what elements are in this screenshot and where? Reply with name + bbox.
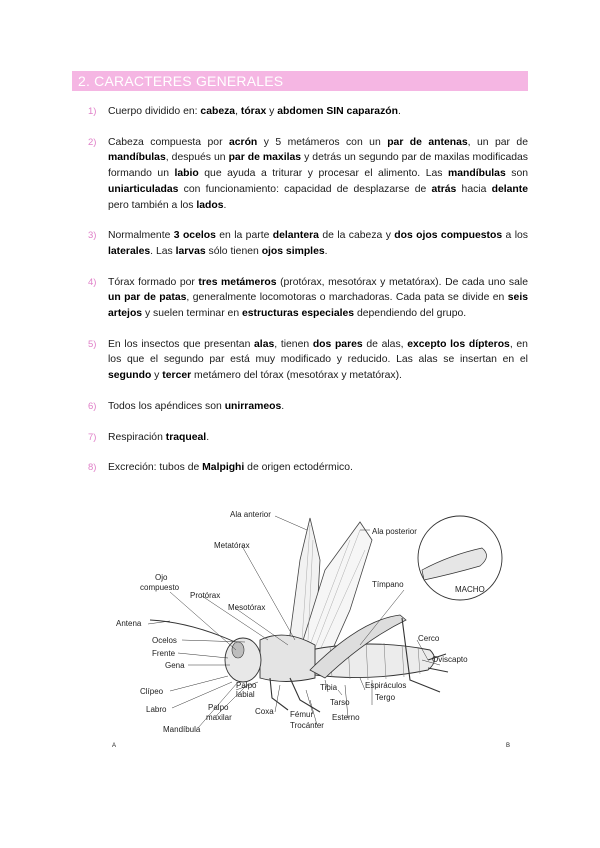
item-text <box>108 462 353 473</box>
text-run: Tórax formado por <box>108 276 199 288</box>
text-run: Excreción: tubos de <box>108 462 203 474</box>
label-ojo: Ojo <box>155 573 168 582</box>
bold-term: dos ojos compuestos <box>394 230 503 242</box>
list-item <box>88 104 528 120</box>
bold-term: acrón <box>228 136 258 148</box>
text-run: . <box>324 245 328 257</box>
text-run: , tienen <box>274 338 313 350</box>
label-espiraculos: Espiráculos <box>365 681 407 690</box>
label-tarso: Tarso <box>330 698 350 707</box>
label-compuesto: compuesto <box>140 583 180 592</box>
label-ala-posterior: Ala posterior <box>372 527 417 536</box>
item-text <box>108 137 528 211</box>
bold-term: delantera <box>272 230 319 242</box>
bold-term: unirrameos <box>224 400 282 412</box>
grasshopper-diagram <box>110 500 512 750</box>
text-run: , en los que el segundo par está muy modificado y reducido. Las alas se insertan en el <box>108 338 528 366</box>
label-palpo-maxilar-2: maxilar <box>206 713 232 722</box>
bold-term: alas <box>254 338 275 350</box>
text-run: son <box>505 168 529 180</box>
bold-term: abdomen SIN caparazón <box>277 106 398 117</box>
label-corner-a: A <box>112 743 117 749</box>
text-run: de la cabeza y <box>318 230 395 242</box>
text-run: . <box>281 400 285 412</box>
bold-term: segundo <box>108 370 152 382</box>
bold-term: tres metámeros <box>198 276 277 288</box>
label-gena: Gena <box>165 661 185 670</box>
grasshopper-anatomy-figure <box>110 500 512 750</box>
label-coxa: Coxa <box>255 707 274 716</box>
label-antena: Antena <box>116 619 142 628</box>
bold-term: dos pares <box>312 338 363 350</box>
bold-term: lados <box>196 199 224 211</box>
label-protorax: Protórax <box>190 591 221 600</box>
label-metatorax: Metatórax <box>214 541 250 550</box>
bold-term: 3 ocelos <box>173 230 216 242</box>
text-run: y <box>266 106 278 117</box>
item-text <box>108 401 284 412</box>
list-item <box>88 430 528 446</box>
bold-term: tórax <box>240 106 267 117</box>
text-run: Cuerpo dividido en: <box>108 106 201 117</box>
label-oviscapto: Oviscapto <box>432 655 468 664</box>
label-ala-anterior: Ala anterior <box>230 510 271 519</box>
text-run: Respiración <box>108 431 166 443</box>
bold-term: laterales <box>108 245 151 257</box>
bold-term: traqueal <box>165 431 207 443</box>
list-item <box>88 228 528 259</box>
text-run: . Las <box>150 245 176 257</box>
text-run: y 5 metámeros con un <box>257 136 388 148</box>
head <box>225 638 261 682</box>
bold-term: Malpighi <box>202 462 245 474</box>
label-palpo-labial-1: Palpo <box>236 681 257 690</box>
label-mesotorax: Mesotórax <box>228 603 266 612</box>
bold-term: cabeza <box>200 106 236 117</box>
bold-term: uniarticuladas <box>108 183 179 195</box>
text-run: . <box>223 199 227 211</box>
text-run: de origen ectodérmico. <box>244 462 353 474</box>
text-run: dependiendo del grupo. <box>354 308 467 320</box>
bold-term: par de maxilas <box>228 152 302 164</box>
item-number: 6) <box>88 400 97 412</box>
text-run: . <box>206 431 210 443</box>
bold-term: delante <box>491 183 528 195</box>
bold-term: mandíbulas <box>448 168 506 180</box>
text-run: sólo tienen <box>205 245 262 257</box>
bold-term: estructuras especiales <box>242 308 355 320</box>
label-tergo: Tergo <box>375 693 396 702</box>
list-item <box>88 275 528 322</box>
list-item <box>88 460 528 476</box>
text-run: y <box>151 370 163 382</box>
item-text <box>108 339 528 381</box>
bold-term: tercer <box>162 370 192 382</box>
thorax <box>260 635 315 681</box>
label-palpo-labial-2: labial <box>236 690 255 699</box>
bold-term: labio <box>174 168 199 180</box>
label-palpo-maxilar-1: Palpo <box>208 703 229 712</box>
label-clipeo: Clípeo <box>140 687 164 696</box>
label-timpano: Tímpano <box>372 580 404 589</box>
item-number: 3) <box>88 230 97 242</box>
label-ocelos: Ocelos <box>152 636 177 645</box>
item-text <box>108 277 528 319</box>
text-run: y suelen terminar en <box>142 308 242 320</box>
label-mandibula: Mandíbula <box>163 725 201 734</box>
text-run: Todos los apéndices son <box>108 400 225 412</box>
label-labro: Labro <box>146 705 167 714</box>
text-run: y detrás un segundo par de maxilas modificadas formando un <box>108 152 528 180</box>
label-trocanter: Trocánter <box>290 721 324 730</box>
text-run: , un par de <box>467 136 528 148</box>
item-text <box>108 230 528 257</box>
middle-leg <box>290 678 320 712</box>
label-cerco: Cerco <box>418 634 440 643</box>
list-item <box>88 135 528 214</box>
item-text <box>108 106 401 117</box>
text-run: , generalmente locomotoras o marchadoras. Cada pata se divide en <box>186 292 508 304</box>
label-frente: Frente <box>152 649 176 658</box>
text-run: en la parte <box>215 230 273 242</box>
list-item <box>88 337 528 384</box>
bold-term: larvas <box>175 245 206 257</box>
text-run: pero también a los <box>108 199 197 211</box>
section-title: 2. CARACTERES GENERALES <box>72 71 528 91</box>
bold-term: un par de patas <box>108 292 187 304</box>
item-number: 1) <box>88 106 97 117</box>
item-number: 5) <box>88 338 97 350</box>
text-run: metámero del tórax (mesotórax y metatórax). <box>191 370 402 382</box>
bold-term: ojos simples <box>261 245 325 257</box>
item-number: 7) <box>88 431 97 443</box>
label-esterno: Esterno <box>332 713 360 722</box>
label-femur: Fémur <box>290 710 314 719</box>
bold-term: excepto los dípteros <box>407 338 510 350</box>
item-text <box>108 432 209 443</box>
text-run: (protórax, mesotórax y metatórax). De cada uno sale <box>276 276 528 288</box>
label-tibia: Tibia <box>320 683 338 692</box>
compound-eye <box>232 642 244 658</box>
label-corner-b: B <box>506 743 511 749</box>
bold-term: par de antenas <box>387 136 468 148</box>
text-run: hacia <box>456 183 492 195</box>
text-run: que ayuda a triturar y procesar el alimento. Las <box>198 168 448 180</box>
text-run: a los <box>502 230 528 242</box>
bold-term: seis artejos <box>108 292 528 320</box>
bold-term: mandíbulas <box>108 152 166 164</box>
text-run: En los insectos que presentan <box>108 338 255 350</box>
text-run: de alas, <box>362 338 408 350</box>
text-run: , después un <box>165 152 229 164</box>
text-run: , <box>235 106 241 117</box>
label-macho: MACHO <box>455 585 485 594</box>
characteristics-list <box>88 104 528 491</box>
item-number: 4) <box>88 276 97 288</box>
text-run: . <box>397 106 401 117</box>
text-run: Cabeza compuesta por <box>108 136 229 148</box>
item-number: 8) <box>88 462 97 474</box>
bold-term: atrás <box>431 183 457 195</box>
text-run: con funcionamiento: capacidad de desplazarse de <box>178 183 432 195</box>
item-number: 2) <box>88 136 97 148</box>
list-item <box>88 399 528 415</box>
front-leg <box>270 678 288 710</box>
text-run: Normalmente <box>108 230 174 242</box>
